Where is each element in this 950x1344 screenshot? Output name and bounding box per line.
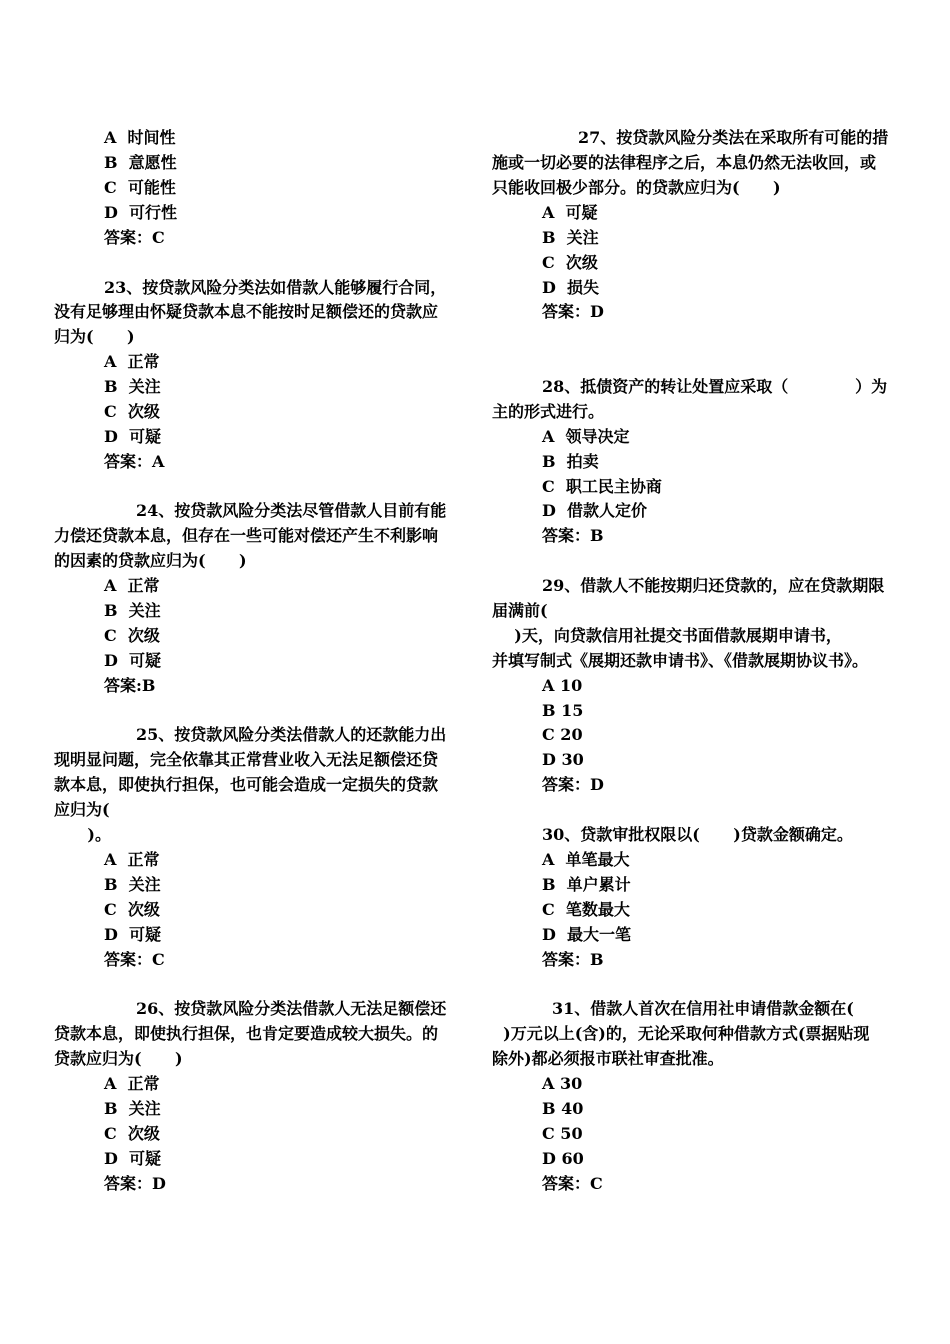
q22-option-d: D 可行性 — [104, 203, 178, 222]
q31-option-d: D 60 — [542, 1149, 584, 1168]
q27-option-c: C 次级 — [542, 253, 598, 272]
q29-option-c: C 20 — [542, 725, 583, 744]
q29-text-4: 并填写制式《展期还款申请书》、《借款展期协议书》。 — [492, 651, 869, 670]
q28-option-a: A 领导决定 — [542, 427, 630, 446]
q26-option-a: A 正常 — [104, 1074, 160, 1093]
q25-text-4: 应归为( — [54, 800, 110, 819]
q23-text-2: 没有足够理由怀疑贷款本息不能按时足额偿还的贷款应 — [54, 302, 439, 321]
q23-option-c: C 次级 — [104, 402, 160, 421]
q23-option-d: D 可疑 — [104, 427, 162, 446]
q31-text-1: 31、借款人首次在信用社申请借款金额在( — [552, 999, 854, 1018]
q23-option-b: B 关注 — [104, 377, 161, 396]
q22-option-c: C 可能性 — [104, 178, 176, 197]
q24-answer: 答案:B — [104, 676, 156, 695]
q28-option-d: D 借款人定价 — [542, 501, 648, 520]
q26-text-1: 26、按贷款风险分类法借款人无法足额偿还 — [136, 999, 447, 1018]
q30-text-1: 30、贷款审批权限以( )贷款金额确定。 — [542, 825, 853, 844]
q31-text-2: )万元以上(含)的，无论采取何种借款方式(票据贴现 — [492, 1024, 870, 1043]
q28-answer: 答案：B — [542, 526, 604, 545]
q28-text-2: 主的形式进行。 — [492, 402, 605, 421]
q29-answer: 答案：D — [542, 775, 604, 794]
q22-answer: 答案：C — [104, 228, 165, 247]
q31-option-a: A 30 — [542, 1074, 583, 1093]
q28-option-b: B 拍卖 — [542, 452, 599, 471]
q30-option-b: B 单户累计 — [542, 875, 631, 894]
q26-option-b: B 关注 — [104, 1099, 161, 1118]
q25-option-c: C 次级 — [104, 900, 160, 919]
q25-text-3: 款本息，即使执行担保，也可能会造成一定损失的贷款 — [54, 775, 439, 794]
q27-answer: 答案：D — [542, 302, 604, 321]
q25-text-1: 25、按贷款风险分类法借款人的还款能力出 — [136, 725, 447, 744]
q25-option-a: A 正常 — [104, 850, 160, 869]
q31-text-3: 除外)都必须报市联社审查批准。 — [492, 1049, 724, 1068]
q30-option-a: A 单笔最大 — [542, 850, 630, 869]
q27-text-1: 27、按贷款风险分类法在采取所有可能的措 — [578, 128, 889, 147]
q22-option-b: B 意愿性 — [104, 153, 177, 172]
q23-text-1: 23、按贷款风险分类法如借款人能够履行合同， — [104, 278, 447, 297]
q24-text-3: 的因素的贷款应归为( ) — [54, 551, 247, 570]
q29-text-3: )天，向贷款信用社提交书面借款展期申请书， — [492, 626, 842, 645]
q25-text-5: )。 — [54, 825, 111, 844]
q29-text-2: 届满前( — [492, 601, 548, 620]
q27-option-d: D 损失 — [542, 278, 600, 297]
q27-text-2: 施或一切必要的法律程序之后，本息仍然无法收回，或 — [492, 153, 877, 172]
q29-text-1: 29、借款人不能按期归还贷款的，应在贷款期限 — [542, 576, 885, 595]
q30-answer: 答案：B — [542, 950, 604, 969]
q29-option-b: B 15 — [542, 701, 584, 720]
q29-option-a: A 10 — [542, 676, 583, 695]
q24-option-b: B 关注 — [104, 601, 161, 620]
q25-answer: 答案：C — [104, 950, 165, 969]
q25-text-2: 现明显问题，完全依靠其正常营业收入无法足额偿还贷 — [54, 750, 439, 769]
q25-option-b: B 关注 — [104, 875, 161, 894]
q26-option-c: C 次级 — [104, 1124, 160, 1143]
q31-option-b: B 40 — [542, 1099, 584, 1118]
q23-option-a: A 正常 — [104, 352, 160, 371]
q31-answer: 答案：C — [542, 1174, 603, 1193]
q25-option-d: D 可疑 — [104, 925, 162, 944]
q23-text-3: 归为( ) — [54, 327, 135, 346]
q24-text-2: 力偿还贷款本息，但存在一些可能对偿还产生不利影响 — [54, 526, 439, 545]
q22-option-a: A 时间性 — [104, 128, 176, 147]
q30-option-c: C 笔数最大 — [542, 900, 630, 919]
q24-option-c: C 次级 — [104, 626, 160, 645]
q27-text-3: 只能收回极少部分。的贷款应归为( ) — [492, 178, 781, 197]
q24-text-1: 24、按贷款风险分类法尽管借款人目前有能 — [136, 501, 447, 520]
q26-text-3: 贷款应归为( ) — [54, 1049, 183, 1068]
q27-option-b: B 关注 — [542, 228, 599, 247]
q30-option-d: D 最大一笔 — [542, 925, 632, 944]
q26-option-d: D 可疑 — [104, 1149, 162, 1168]
q26-text-2: 贷款本息，即使执行担保，也肯定要造成较大损失。的 — [54, 1024, 439, 1043]
q28-text-1: 28、抵债资产的转让处置应采取（ ）为 — [542, 377, 888, 396]
q26-answer: 答案：D — [104, 1174, 166, 1193]
q31-option-c: C 50 — [542, 1124, 583, 1143]
q27-option-a: A 可疑 — [542, 203, 598, 222]
q28-option-c: C 职工民主协商 — [542, 477, 662, 496]
q24-option-a: A 正常 — [104, 576, 160, 595]
q29-option-d: D 30 — [542, 750, 584, 769]
q24-option-d: D 可疑 — [104, 651, 162, 670]
q23-answer: 答案：A — [104, 452, 165, 471]
